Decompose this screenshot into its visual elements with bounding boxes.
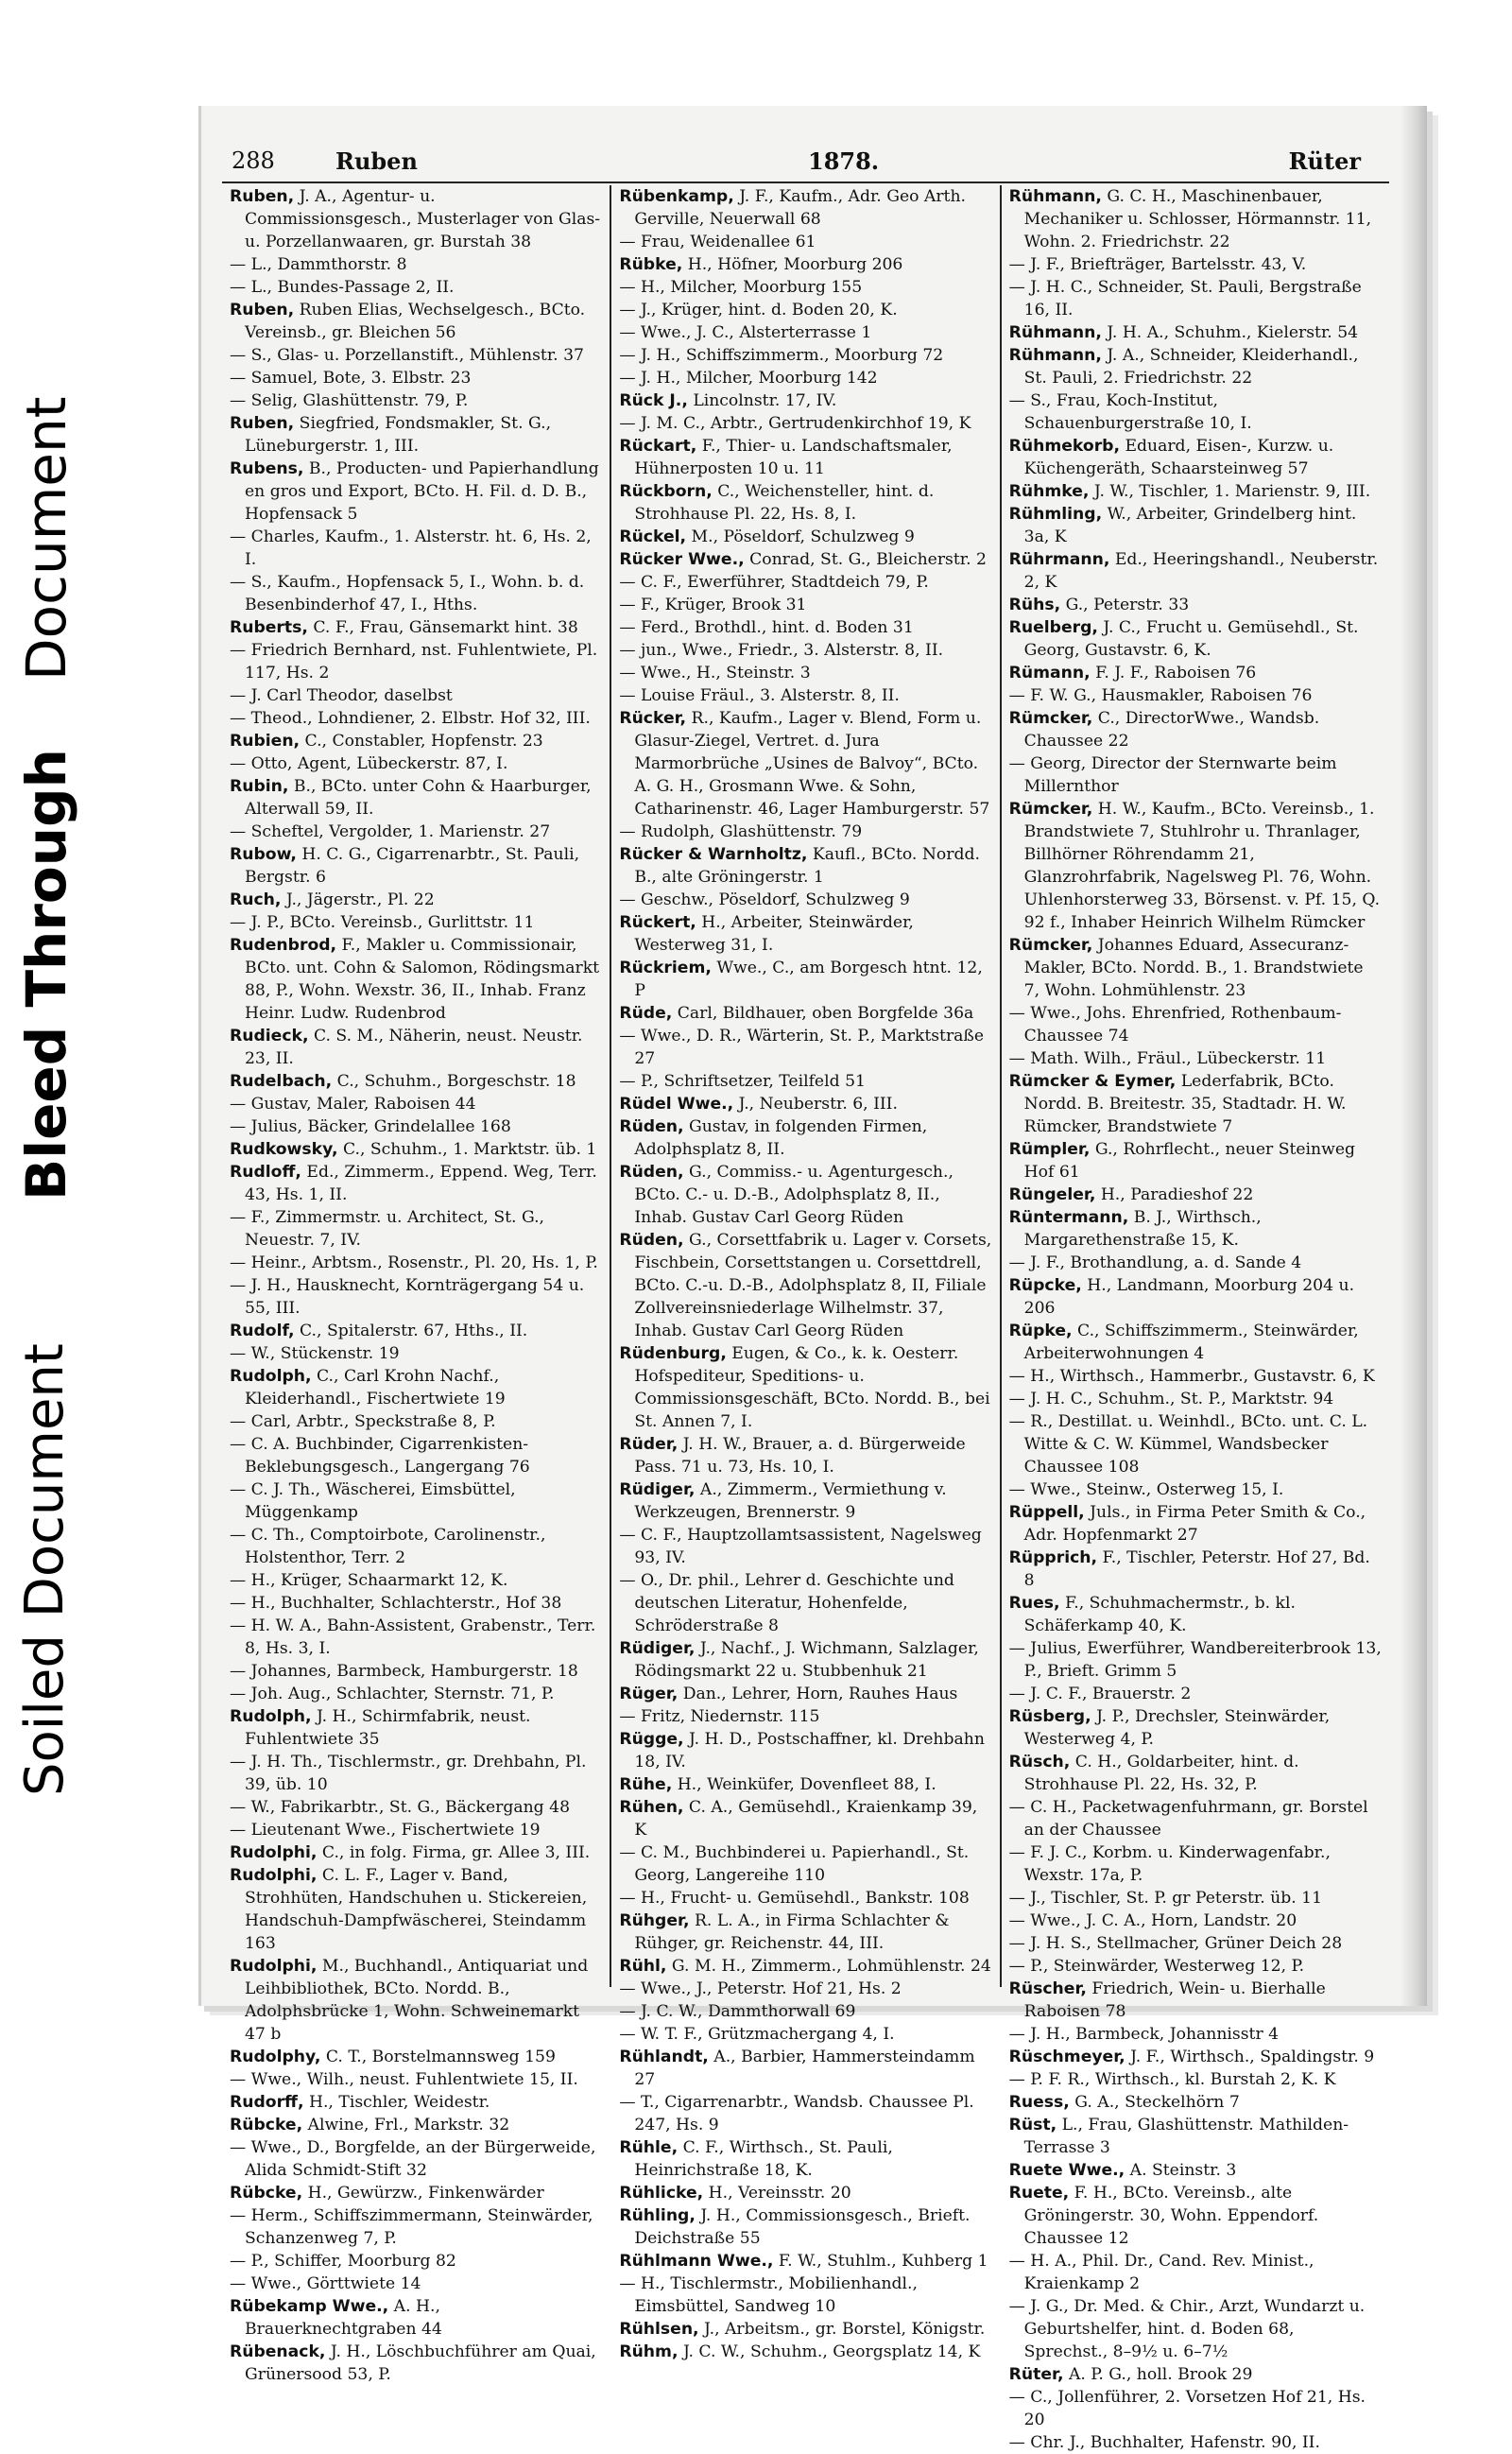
directory-entry: — F., Zimmermstr. u. Architect, St. G., Neuestr. 7, IV. bbox=[230, 1208, 544, 1250]
directory-entry: Rücker & Warnholtz, Kaufl., BCto. Nordd. B., alte Gröningerstr. 1 bbox=[619, 845, 980, 887]
directory-entry: Rues, F., Schuhmachermstr., b. kl. Schäferkamp 40, K. bbox=[1008, 1594, 1296, 1635]
directory-entry: Rübenack, J. H., Löschbuchführer am Quai, Grünersood 53, P. bbox=[230, 2342, 596, 2384]
directory-entry: — Georg, Director der Sternwarte beim Millernthor bbox=[1008, 754, 1337, 796]
directory-entry: — Charles, Kaufm., 1. Alsterstr. ht. 6, Hs. 2, I. bbox=[230, 527, 592, 569]
directory-entry: — P. F. R., Wirthsch., kl. Burstah 2, K. K bbox=[1008, 2070, 1336, 2089]
directory-entry: — Wwe., J. C., Alsterterrasse 1 bbox=[619, 323, 872, 342]
directory-entry: Rüppell, Juls., in Firma Peter Smith & Co., Adr. Hopfenmarkt 27 bbox=[1008, 1503, 1366, 1545]
directory-entry: — H. A., Phil. Dr., Cand. Rev. Minist., Kraienkamp 2 bbox=[1008, 2252, 1314, 2293]
directory-entry: — H., Krüger, Schaarmarkt 12, K. bbox=[230, 1571, 508, 1590]
directory-entry: — J. H. C., Schneider, St. Pauli, Bergstraße 16, II. bbox=[1008, 278, 1362, 320]
directory-entry: — J. M. C., Arbtr., Gertrudenkirchhof 19, K bbox=[619, 414, 971, 433]
directory-entry: Rudolph, J. H., Schirmfabrik, neust. Fuhlentwiete 35 bbox=[230, 1707, 531, 1749]
directory-entry: — Wwe., J. C. A., Horn, Landstr. 20 bbox=[1008, 1911, 1297, 1930]
directory-entry: — Wwe., J., Peterstr. Hof 21, Hs. 2 bbox=[619, 1979, 902, 1998]
directory-entry: Rümcker & Eymer, Lederfabrik, BCto. Nordd. B. Breitestr. 35, Stadtadr. H. W. Rümcker, Brandstwiete 7 bbox=[1008, 1072, 1347, 1136]
directory-entry: Rühger, R. L. A., in Firma Schlachter & Rühger, gr. Reichenstr. 44, III. bbox=[619, 1911, 950, 1953]
directory-entry: Rühlandt, A., Barbier, Hammersteindamm 27 bbox=[619, 2048, 975, 2089]
side-label-strip bbox=[0, 0, 85, 2058]
page-number: 288 bbox=[232, 147, 275, 174]
directory-entry: Rühm, J. C. W., Schuhm., Georgsplatz 14, K bbox=[619, 2342, 981, 2361]
directory-entry: — Scheftel, Vergolder, 1. Marienstr. 27 bbox=[230, 822, 551, 841]
directory-entry: — Johannes, Barmbeck, Hamburgerstr. 18 bbox=[230, 1662, 578, 1681]
directory-entry: — L., Dammthorstr. 8 bbox=[230, 255, 407, 274]
directory-entry: Ruben, Siegfried, Fondsmakler, St. G., Lüneburgerstr. 1, III. bbox=[230, 414, 552, 456]
directory-entry: Rübcke, Alwine, Frl., Markstr. 32 bbox=[230, 2116, 510, 2134]
directory-entry: Ruess, G. A., Steckelhörn 7 bbox=[1008, 2093, 1240, 2112]
directory-entry: Ruben, Ruben Elias, Wechselgesch., BCto. Vereinsb., gr. Bleichen 56 bbox=[230, 301, 586, 342]
directory-entry: Rudolphi, M., Buchhandl., Antiquariat und Leihbibliothek, BCto. Nordd. B., Adolphsbrücke 1, Wohn. Schweinemarkt 47 b bbox=[230, 1957, 589, 2044]
label-bleed-through: Bleed Through bbox=[14, 749, 78, 1201]
directory-entry: Rüscher, Friedrich, Wein- u. Bierhalle Raboisen 78 bbox=[1008, 1979, 1326, 2021]
directory-entry: Rüsch, C. H., Goldarbeiter, hint. d. Strohhause Pl. 22, Hs. 32, P. bbox=[1008, 1753, 1299, 1794]
directory-entry: — Joh. Aug., Schlachter, Sternstr. 71, P. bbox=[230, 1685, 555, 1703]
directory-entry: — Chr. J., Buchhalter, Hafenstr. 90, II. bbox=[1008, 2433, 1320, 2452]
directory-entry: Rüdiger, J., Nachf., J. Wichmann, Salzlager, Rödingsmarkt 22 u. Stubbenhuk 21 bbox=[619, 1639, 979, 1681]
directory-entry: Ruben, J. A., Agentur- u. Commissionsgesch., Musterlager von Glas- u. Porzellanwaaren, gr. Burstah 38 bbox=[230, 187, 601, 251]
directory-entry: — F. W. G., Hausmakler, Raboisen 76 bbox=[1008, 686, 1313, 705]
directory-entry: — J. H. S., Stellmacher, Grüner Deich 28 bbox=[1008, 1934, 1343, 1953]
directory-entry: Rühlsen, J., Arbeitsm., gr. Borstel, Königstr. bbox=[619, 2320, 986, 2339]
directory-entry: Rudelbach, C., Schuhm., Borgeschstr. 18 bbox=[230, 1072, 576, 1091]
directory-entry: — Wwe., Johs. Ehrenfried, Rothenbaum-Chaussee 74 bbox=[1008, 1004, 1342, 1046]
directory-entry: Rudenbrod, F., Makler u. Commissionair, BCto. unt. Cohn & Salomon, Rödingsmarkt 88, P., Wohn. Wexstr. 36, II., Inhab. Franz Heinr. Ludw. Rudenbrod bbox=[230, 936, 600, 1023]
directory-entry: — Ferd., Brothdl., hint. d. Boden 31 bbox=[619, 618, 914, 637]
directory-entry: — J. H. Th., Tischlermstr., gr. Drehbahn, Pl. 39, üb. 10 bbox=[230, 1753, 587, 1794]
directory-entry: Rühmann, J. H. A., Schuhm., Kielerstr. 54 bbox=[1008, 323, 1359, 342]
directory-entry: — J. F., Briefträger, Bartelsstr. 43, V. bbox=[1008, 255, 1307, 274]
directory-entry: Rüden, G., Corsettfabrik u. Lager v. Corsets, Fischbein, Corsettstangen u. Corsettdrell, BCto. C.-u. D.-B., Adolphsplatz 8, II, Filiale Zollvereinsniederlage Wilhelmstr. 37, Inhab. Gustav Carl Georg Rüden bbox=[619, 1231, 992, 1340]
directory-entry: — Louise Fräul., 3. Alsterstr. 8, II. bbox=[619, 686, 900, 705]
directory-entry: Rückert, H., Arbeiter, Steinwärder, Westerweg 31, I. bbox=[619, 913, 914, 955]
directory-entry: — C. Th., Comptoirbote, Carolinenstr., Holstenthor, Terr. 2 bbox=[230, 1526, 546, 1567]
directory-entry: Rückart, F., Thier- u. Landschaftsmaler, Hühnerposten 10 u. 11 bbox=[619, 437, 953, 478]
directory-entry: Rudolphy, C. T., Borstelmannsweg 159 bbox=[230, 2048, 556, 2066]
directory-entry: Rüger, Dan., Lehrer, Horn, Rauhes Haus bbox=[619, 1685, 958, 1703]
directory-entry: — S., Frau, Koch-Institut, Schauenburgerstraße 10, I. bbox=[1008, 391, 1252, 433]
directory-entry: Rühs, G., Peterstr. 33 bbox=[1008, 596, 1190, 614]
directory-entry: — Wwe., Görttwiete 14 bbox=[230, 2274, 421, 2293]
entry-columns bbox=[222, 185, 1389, 2452]
directory-entry: — Gustav, Maler, Raboisen 44 bbox=[230, 1095, 476, 1114]
header-year: 1878. bbox=[808, 147, 880, 175]
directory-entry: — C. H., Packetwagenfuhrmann, gr. Borstel an der Chaussee bbox=[1008, 1798, 1368, 1840]
directory-entry: Rubien, C., Constabler, Hopfenstr. 23 bbox=[230, 732, 543, 751]
directory-entry: — Wwe., D., Borgfelde, an der Bürgerweide, Alida Schmidt-Stift 32 bbox=[230, 2138, 596, 2180]
directory-entry: — H., Milcher, Moorburg 155 bbox=[619, 278, 863, 297]
directory-entry: — J. H., Schiffszimmerm., Moorburg 72 bbox=[619, 346, 944, 365]
directory-entry: — L., Bundes-Passage 2, II. bbox=[230, 278, 455, 297]
directory-entry: — H. W. A., Bahn-Assistent, Grabenstr., Terr. 8, Hs. 3, I. bbox=[230, 1616, 596, 1658]
directory-entry: Rüdenburg, Eugen, & Co., k. k. Oesterr. Hofspediteur, Speditions- u. Commissionsgeschäft, BCto. Nordd. B., bei St. Annen 7, I. bbox=[619, 1344, 990, 1431]
directory-entry: Ruete, F. H., BCto. Vereinsb., alte Gröningerstr. 30, Wohn. Eppendorf. Chaussee 12 bbox=[1008, 2184, 1319, 2248]
directory-entry: — J., Tischler, St. P. gr Peterstr. üb. 11 bbox=[1008, 1889, 1323, 1908]
directory-entry: — Julius, Ewerführer, Wandbereiterbrook 13, P., Brieft. Grimm 5 bbox=[1008, 1639, 1382, 1681]
directory-entry: — S., Glas- u. Porzellanstift., Mühlenstr. 37 bbox=[230, 346, 584, 365]
directory-entry: — Herm., Schiffszimmermann, Steinwärder, Schanzenweg 7, P. bbox=[230, 2206, 593, 2248]
directory-entry: Rüst, L., Frau, Glashüttenstr. Mathilden-Terrasse 3 bbox=[1008, 2116, 1349, 2157]
directory-entry: — J. H., Barmbeck, Johannisstr 4 bbox=[1008, 2025, 1280, 2044]
directory-entry: Rückborn, C., Weichensteller, hint. d. Strohhause Pl. 22, Hs. 8, I. bbox=[619, 482, 935, 524]
directory-entry: — Wwe., D. R., Wärterin, St. P., Marktstraße 27 bbox=[619, 1027, 985, 1068]
directory-entry: Rüder, J. H. W., Brauer, a. d. Bürgerweide Pass. 71 u. 73, Hs. 10, I. bbox=[619, 1435, 966, 1477]
directory-entry: Rüschmeyer, J. F., Wirthsch., Spaldingstr. 9 bbox=[1008, 2048, 1375, 2066]
directory-entry: Rüpcke, H., Landmann, Moorburg 204 u. 206 bbox=[1008, 1276, 1355, 1318]
directory-entry: — Theod., Lohndiener, 2. Elbstr. Hof 32, III. bbox=[230, 709, 591, 728]
directory-entry: — Geschw., Pöseldorf, Schulzweg 9 bbox=[619, 890, 910, 909]
directory-entry: Rügge, J. H. D., Postschaffner, kl. Drehbahn 18, IV. bbox=[619, 1730, 985, 1771]
directory-entry: Rüden, G., Commiss.- u. Agenturgesch., BCto. C.- u. D.-B., Adolphsplatz 8, II., Inhab. Gustav Carl Georg Rüden bbox=[619, 1163, 954, 1227]
directory-entry: Rümcker, C., DirectorWwe., Wandsb. Chaussee 22 bbox=[1008, 709, 1320, 751]
directory-entry: Rümcker, H. W., Kaufm., BCto. Vereinsb., 1. Brandstwiete 7, Stuhlrohr u. Thranlager, Billhörner Röhrendamm 21, Glanzrohrfabrik, Nagelsweg Pl. 76, Wohn. Uhlenhorsterweg 33, Börsenst. v. Pf. 15, Q. 92 f., Inhaber Heinrich Wilhelm Rümcker bbox=[1008, 800, 1381, 932]
directory-entry: — C. F., Hauptzollamtsassistent, Nagelsweg 93, IV. bbox=[619, 1526, 982, 1567]
directory-entry: Rübke, H., Höfner, Moorburg 206 bbox=[619, 255, 903, 274]
directory-entry: Rubin, B., BCto. unter Cohn & Haarburger, Alterwall 59, II. bbox=[230, 777, 592, 819]
directory-entry: Rüsberg, J. P., Drechsler, Steinwärder, Westerweg 4, P. bbox=[1008, 1707, 1331, 1749]
directory-entry: Rümpler, G., Rohrflecht., neuer Steinweg Hof 61 bbox=[1008, 1140, 1356, 1182]
directory-entry: — J. Carl Theodor, daselbst bbox=[230, 686, 453, 705]
directory-entry: — F., Krüger, Brook 31 bbox=[619, 596, 807, 614]
directory-entry: Rühmann, J. A., Schneider, Kleiderhandl., St. Pauli, 2. Friedrichstr. 22 bbox=[1008, 346, 1359, 388]
directory-entry: Rubens, B., Producten- und Papierhandlung en gros und Export, BCto. H. Fil. d. D. B., Hopfensack 5 bbox=[230, 459, 599, 524]
directory-entry: — J. H., Milcher, Moorburg 142 bbox=[619, 369, 878, 388]
directory-entry: Rubow, H. C. G., Cigarrenarbtr., St. Pauli, Bergstr. 6 bbox=[230, 845, 580, 887]
directory-entry: Ruete Wwe., A. Steinstr. 3 bbox=[1008, 2161, 1237, 2180]
directory-entry: — J. H., Hausknecht, Kornträgergang 54 u. 55, III. bbox=[230, 1276, 585, 1318]
directory-entry: Rühle, C. F., Wirthsch., St. Pauli, Heinrichstraße 18, K. bbox=[619, 2138, 893, 2180]
directory-entry: — Fritz, Niedernstr. 115 bbox=[619, 1707, 820, 1726]
directory-entry: — W., Stückenstr. 19 bbox=[230, 1344, 400, 1363]
directory-entry: Rudolphi, C., in folg. Firma, gr. Allee 3, III. bbox=[230, 1843, 591, 1862]
directory-entry: Rücker Wwe., Conrad, St. G., Bleicherstr. 2 bbox=[619, 550, 987, 569]
directory-entry: Rühmling, W., Arbeiter, Grindelberg hint. 3a, K bbox=[1008, 505, 1357, 546]
directory-entry: Ruelberg, J. C., Frucht u. Gemüsehdl., St. Georg, Gustavstr. 6, K. bbox=[1008, 618, 1359, 660]
header-left-word: Ruben bbox=[335, 147, 418, 175]
directory-entry: — H., Tischlermstr., Mobilienhandl., Eimsbüttel, Sandweg 10 bbox=[619, 2274, 918, 2316]
directory-entry: — Friedrich Bernhard, nst. Fuhlentwiete, Pl. 117, Hs. 2 bbox=[230, 641, 598, 683]
directory-entry: Rüter, A. P. G., holl. Brook 29 bbox=[1008, 2365, 1253, 2384]
directory-entry: Rührmann, Ed., Heeringshandl., Neuberstr. 2, K bbox=[1008, 550, 1379, 592]
directory-entry: Rücker, R., Kaufm., Lager v. Blend, Form u. Glasur-Ziegel, Vertret. d. Jura Marmorbrüche „Usines de Balvoy“, BCto. A. G. H., Grosmann Wwe. & Sohn, Catharinenstr. 46, Lager Hamburgerstr. 57 bbox=[619, 709, 990, 819]
directory-entry: Rüpprich, F., Tischler, Peterstr. Hof 27, Bd. 8 bbox=[1008, 1548, 1370, 1590]
directory-entry: — J. C. F., Brauerstr. 2 bbox=[1008, 1685, 1192, 1703]
directory-entry: — Heinr., Arbtsm., Rosenstr., Pl. 20, Hs. 1, P. bbox=[230, 1253, 598, 1272]
directory-entry: Rudorff, H., Tischler, Weidestr. bbox=[230, 2093, 490, 2112]
directory-entry: Rühlicke, H., Vereinsstr. 20 bbox=[619, 2184, 851, 2203]
header-rule bbox=[222, 181, 1389, 183]
directory-entry: — F. J. C., Korbm. u. Kinderwagenfabr., Wexstr. 17a, P. bbox=[1008, 1843, 1331, 1885]
directory-entry: — J. P., BCto. Vereinsb., Gurlittstr. 11 bbox=[230, 913, 535, 932]
directory-entry: Rühl, G. M. H., Zimmerm., Lohmühlenstr. 24 bbox=[619, 1957, 991, 1976]
directory-entry: — S., Kaufm., Hopfensack 5, I., Wohn. b. d. Besenbinderhof 47, I., Hths. bbox=[230, 573, 585, 614]
directory-entry: — Rudolph, Glashüttenstr. 79 bbox=[619, 822, 863, 841]
directory-entry: Rühen, C. A., Gemüsehdl., Kraienkamp 39, K bbox=[619, 1798, 978, 1840]
directory-entry: — J. H. C., Schuhm., St. P., Marktstr. 94 bbox=[1008, 1390, 1334, 1408]
directory-entry: Rudloff, Ed., Zimmerm., Eppend. Weg, Terr. 43, Hs. 1, II. bbox=[230, 1163, 597, 1204]
label-soiled-document: Soiled Document bbox=[14, 1343, 76, 1796]
directory-entry: Rühmann, G. C. H., Maschinenbauer, Mechaniker u. Schlosser, Hörmannstr. 11, Wohn. 2. Friedrichstr. 22 bbox=[1008, 187, 1372, 251]
directory-entry: — C. F., Ewerführer, Stadtdeich 79, P. bbox=[619, 573, 929, 592]
directory-entry: Rühlmann Wwe., F. W., Stuhlm., Kuhberg 1 bbox=[619, 2252, 988, 2271]
directory-entry: Rümann, F. J. F., Raboisen 76 bbox=[1008, 664, 1257, 683]
directory-entry: — J. F., Brothandlung, a. d. Sande 4 bbox=[1008, 1253, 1302, 1272]
directory-entry: Ruch, J., Jägerstr., Pl. 22 bbox=[230, 890, 435, 909]
directory-entry: — Samuel, Bote, 3. Elbstr. 23 bbox=[230, 369, 472, 388]
directory-entry: — W., Fabrikarbtr., St. G., Bäckergang 48 bbox=[230, 1798, 571, 1817]
directory-entry: Rückriem, Wwe., C., am Borgesch htnt. 12, P bbox=[619, 959, 983, 1000]
directory-entry: — H., Wirthsch., Hammerbr., Gustavstr. 6, K bbox=[1008, 1367, 1375, 1386]
directory-entry: Rudolf, C., Spitalerstr. 67, Hths., II. bbox=[230, 1322, 528, 1340]
directory-entry: — C. J. Th., Wäscherei, Eimsbüttel, Müggenkamp bbox=[230, 1480, 516, 1522]
directory-entry: Rühmekorb, Eduard, Eisen-, Kurzw. u. Küchengeräth, Schaarsteinweg 57 bbox=[1008, 437, 1334, 478]
directory-entry: — Math. Wilh., Fräul., Lübeckerstr. 11 bbox=[1008, 1049, 1327, 1068]
directory-entry: — Otto, Agent, Lübeckerstr. 87, I. bbox=[230, 754, 508, 773]
directory-entry: — R., Destillat. u. Weinhdl., BCto. unt. C. L. Witte & C. W. Kümmel, Wandsbecker Chaussee 108 bbox=[1008, 1412, 1368, 1477]
directory-entry: Rüdiger, A., Zimmerm., Vermiethung v. Werkzeugen, Brennerstr. 9 bbox=[619, 1480, 947, 1522]
directory-entry: Rudkowsky, C., Schuhm., 1. Marktstr. üb. 1 bbox=[230, 1140, 597, 1159]
label-document: Document bbox=[14, 396, 78, 681]
directory-entry: Rümcker, Johannes Eduard, Assecuranz-Makler, BCto. Nordd. B., 1. Brandstwiete 7, Wohn. Lohmühlenstr. 23 bbox=[1008, 936, 1364, 1000]
directory-entry: Rühling, J. H., Commissionsgesch., Brieft. Deichstraße 55 bbox=[619, 2206, 971, 2248]
directory-entry: Rübenkamp, J. F., Kaufm., Adr. Geo Arth. Gerville, Neuerwall 68 bbox=[619, 187, 967, 229]
directory-entry: — P., Schiffer, Moorburg 82 bbox=[230, 2252, 456, 2271]
directory-entry: — O., Dr. phil., Lehrer d. Geschichte und deutschen Literatur, Hohenfelde, Schröderstraße 8 bbox=[619, 1571, 954, 1635]
directory-entry: Rüde, Carl, Bildhauer, oben Borgfelde 36a bbox=[619, 1004, 974, 1023]
directory-entry: — Wwe., H., Steinstr. 3 bbox=[619, 664, 811, 683]
directory-entry: — W. T. F., Grützmachergang 4, I. bbox=[619, 2025, 895, 2044]
page-header bbox=[222, 147, 1389, 180]
directory-entry: — J. G., Dr. Med. & Chir., Arzt, Wundarzt u. Geburtshelfer, hint. d. Boden 68, Sprechst., 8–9½ u. 6–7½ bbox=[1008, 2297, 1366, 2361]
directory-entry: Rüpke, C., Schiffszimmerm., Steinwärder, Arbeiterwohnungen 4 bbox=[1008, 1322, 1359, 1363]
directory-entry: — J. C. W., Dammthorwall 69 bbox=[619, 2002, 856, 2021]
directory-entry: — C. M., Buchbinderei u. Papierhandl., St. Georg, Langereihe 110 bbox=[619, 1843, 970, 1885]
directory-entry: — H., Buchhalter, Schlachterstr., Hof 38 bbox=[230, 1594, 562, 1613]
page-edge-shadow bbox=[1400, 106, 1427, 2006]
directory-entry: — Julius, Bäcker, Grindelallee 168 bbox=[230, 1117, 511, 1136]
directory-entry: Ruberts, C. F., Frau, Gänsemarkt hint. 38 bbox=[230, 618, 578, 637]
directory-entry: — H., Frucht- u. Gemüsehdl., Bankstr. 108 bbox=[619, 1889, 970, 1908]
directory-entry: Rübcke, H., Gewürzw., Finkenwärder bbox=[230, 2184, 544, 2203]
directory-entry: — C., Jollenführer, 2. Vorsetzen Hof 21, Hs. 20 bbox=[1008, 2388, 1366, 2429]
directory-entry: — T., Cigarrenarbtr., Wandsb. Chaussee Pl. 247, Hs. 9 bbox=[619, 2093, 974, 2134]
column-2 bbox=[610, 185, 999, 2361]
directory-entry: Rudolphi, C. L. F., Lager v. Band, Strohhüten, Handschuhen u. Stickereien, Handschuh-Dampfwäscherei, Steindamm 163 bbox=[230, 1866, 588, 1953]
directory-entry: — Lieutenant Wwe., Fischertwiete 19 bbox=[230, 1821, 541, 1840]
directory-entry: Rüngeler, H., Paradieshof 22 bbox=[1008, 1185, 1254, 1204]
directory-entry: Rühmke, J. W., Tischler, 1. Marienstr. 9, III. bbox=[1008, 482, 1371, 501]
directory-entry: Rüden, Gustav, in folgenden Firmen, Adolphsplatz 8, II. bbox=[619, 1117, 928, 1159]
directory-entry: — Selig, Glashüttenstr. 79, P. bbox=[230, 391, 469, 410]
column-1 bbox=[222, 185, 610, 2384]
directory-entry: Rübekamp Wwe., A. H., Brauerknechtgraben 44 bbox=[230, 2297, 442, 2339]
directory-entry: — Carl, Arbtr., Speckstraße 8, P. bbox=[230, 1412, 496, 1431]
directory-entry: Rück J., Lincolnstr. 17, IV. bbox=[619, 391, 837, 410]
directory-entry: Rückel, M., Pöseldorf, Schulzweg 9 bbox=[619, 527, 915, 546]
directory-entry: — C. A. Buchbinder, Cigarrenkisten-Beklebungsgesch., Langergang 76 bbox=[230, 1435, 530, 1477]
directory-entry: — P., Schriftsetzer, Teilfeld 51 bbox=[619, 1072, 866, 1091]
directory-page bbox=[198, 106, 1427, 2452]
directory-entry: Rudieck, C. S. M., Näherin, neust. Neustr. 23, II. bbox=[230, 1027, 583, 1068]
directory-entry: Rüdel Wwe., J., Neuberstr. 6, III. bbox=[619, 1095, 898, 1114]
directory-entry: — Frau, Weidenallee 61 bbox=[619, 233, 816, 251]
directory-entry: — J., Krüger, hint. d. Boden 20, K. bbox=[619, 301, 898, 320]
directory-entry: — Wwe., Steinw., Osterweg 15, I. bbox=[1008, 1480, 1284, 1499]
header-right-word: Rüter bbox=[1288, 147, 1361, 175]
directory-entry: Rühe, H., Weinküfer, Dovenfleet 88, I. bbox=[619, 1775, 936, 1794]
directory-entry: — jun., Wwe., Friedr., 3. Alsterstr. 8, II. bbox=[619, 641, 944, 660]
directory-entry: Rudolph, C., Carl Krohn Nachf., Kleiderhandl., Fischertwiete 19 bbox=[230, 1367, 506, 1408]
directory-entry: — P., Steinwärder, Westerweg 12, P. bbox=[1008, 1957, 1305, 1976]
directory-entry: Rüntermann, B. J., Wirthsch., Margarethenstraße 15, K. bbox=[1008, 1208, 1262, 1250]
column-3 bbox=[1000, 185, 1389, 2452]
directory-entry: — Wwe., Wilh., neust. Fuhlentwiete 15, II. bbox=[230, 2070, 578, 2089]
